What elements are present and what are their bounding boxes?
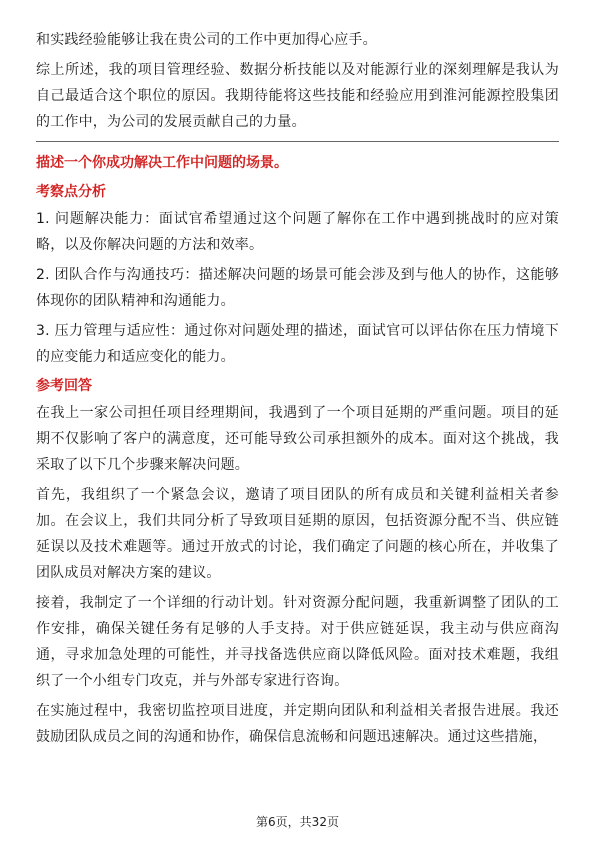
section-divider (36, 141, 559, 142)
analysis-heading: 考察点分析 (36, 184, 106, 200)
answer-paragraph-4: 在实施过程中，我密切监控项目进度，并定期向团队和利益相关者报告进展。我还鼓励团队成员之间的沟通和协作，确保信息流畅和问题迅速解决。通过这些措施， (36, 703, 559, 745)
answer-paragraph-2: 首先，我组织了一个紧急会议，邀请了项目团队的所有成员和关键利益相关者参加。在会议上，我们共同分析了导致项目延期的原因，包括资源分配不当、供应链延误以及技术难题等。通过开放式的讨论，我们确定了问题的核心所在，并收集了团队成员对解决方案的建议。 (36, 487, 559, 581)
page-number: 第6页，共32页 (256, 815, 339, 829)
answer-paragraph-3: 接着，我制定了一个详细的行动计划。针对资源分配问题，我重新调整了团队的工作安排，确保关键任务有足够的人手支持。对于供应链延误，我主动与供应商沟通，寻求加急处理的可能性，并寻找备选供应商以降低风险。面对技术难题，我组织了一个小组专门攻克，并与外部专家进行咨询。 (36, 595, 559, 689)
analysis-item-1: 1. 问题解决能力：面试官希望通过这个问题了解你在工作中遇到挑战时的应对策略，以及你解决问题的方法和效率。 (36, 211, 559, 253)
answer-heading: 参考回答 (36, 378, 92, 394)
intro-paragraph-2: 综上所述，我的项目管理经验、数据分析技能以及对能源行业的深刻理解是我认为自己最适合这个职位的原因。我期待能将这些技能和经验应用到淮河能源控股集团的工作中，为公司的发展贡献自己的力量。 (36, 62, 559, 130)
interview-question: 描述一个你成功解决工作中问题的场景。 (36, 155, 288, 171)
intro-paragraph-1: 和实践经验能够让我在贵公司的工作中更加得心应手。 (36, 32, 377, 48)
analysis-item-2: 2. 团队合作与沟通技巧：描述解决问题的场景可能会涉及到与他人的协作，这能够体现你的团队精神和沟通能力。 (36, 267, 559, 309)
answer-paragraph-1: 在我上一家公司担任项目经理期间，我遇到了一个项目延期的严重问题。项目的延期不仅影响了客户的满意度，还可能导致公司承担额外的成本。面对这个挑战，我采取了以下几个步骤来解决问题。 (36, 405, 559, 473)
page-content (36, 27, 559, 754)
analysis-item-3: 3. 压力管理与适应性：通过你对问题处理的描述，面试官可以评估你在压力情境下的应变能力和适应变化的能力。 (36, 323, 559, 365)
